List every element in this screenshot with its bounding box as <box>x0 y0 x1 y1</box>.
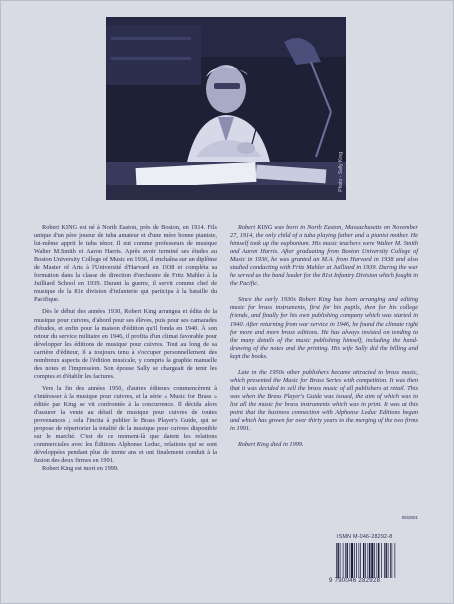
french-paragraph-1: Robert KING est né à North Easton, près de Boston, en 1914. Fils unique d'un père joueur de tuba amateur et d'une mère bonne pianiste, lui-même apprit le tuba ténor. Il eut comme professeurs de musique Walter M.Smith et Aaron Harris. Après avoir terminé ses études au Boston University College of Music en 1936, il enchaîna sur un diplôme de Master of Arts à l'Université d'Harvard en 1938 et compléta sa formation dans la classe de direction d'orchestre de Fritz Mahler à la Juilliard School en 1939. Durant la guerre, il servit comme chef de musique de la 81e division d'infanterie qui participa à la bataille du Pacifique. <box>34 224 217 304</box>
edition-code: 05/2001 <box>401 515 418 520</box>
english-paragraph-4: Robert King died in 1999. <box>238 441 304 449</box>
french-biography <box>34 224 217 477</box>
french-paragraph-3: Vers la fin des années 1950, d'autres éditeurs commencèrent à s'intéresser à la musique pour cuivres, et la série « Music for Brass » éditée par King se vit confrontée à la concurrence. Il décida alors d'assurer la vente au détail de musique pour cuivres de toutes provenances ; cela l'incita à publier le Brass Player's Guide, qui se propose de répertorier la totalité de la musique pour cuivres disponible sur le marché. C'est de ce moment-là que datent les relations commerciales avec les Éditions Alphonse Leduc, relations qui se sont développées pendant plus de trente ans et ont finalement conduit à la fusion des deux firmes en 1991. <box>34 384 217 465</box>
english-biography <box>230 224 418 457</box>
french-paragraph-4: Robert King est mort en 1999. <box>42 465 119 473</box>
english-paragraph-1: Robert KING was born in North Easton, Massachusetts on November 27, 1914, the only child of a tuba playing father and a pianist mother. He himself took up the euphonium. His music teachers were Walter M. Smith and Aaron Harris. After graduating from Boston University College of Music in 1936, he was granted an M.A. from Harvard in 1938 and also studied conducting with Fritz Mahler at Juilliard in 1939. During the war he served as the band leader for the 81st Infantry Division which fought in the Pacific. <box>230 224 419 288</box>
english-paragraph-2: Since the early 1930s Robert King has been arranging and editing music for brass instruments, first for his pupils, then for his college friends, and finally for his own publishing company which was started in 1940. After returning from war service in 1946, he found the climate right for more and more brass editions. He has always insisted on tending to the many details of the music publishing himself, including the hand-drawing of the notes and the printing. His wife Sally did the billing and kept the books. <box>230 296 418 360</box>
portrait-illustration <box>106 17 346 200</box>
portrait-photo <box>106 17 346 200</box>
french-paragraph-2: Dès le début des années 1930, Robert King arrangea et édita de la musique pour cuivres, d'abord pour ses élèves, puis pour ses camarades d'études, et enfin pour la maison d'édition qu'il fonda en 1940. À son retour du service militaire en 1946, il profita d'un climat favorable pour développer les éditions de musique pour cuivres. Tout au long de sa carrière d'éditeur, il a toujours tenu à s'occuper personnellement des nombreux aspects de l'édition musicale, y compris la graphie manuelle des notes et l'impression. Son épouse Sally se chargeait de tenir les comptes et d'établir les factures. <box>34 308 217 380</box>
ismn-number: ISMN M-046-28292-8 <box>337 534 393 540</box>
photo-credit: Photo - Sally King <box>338 152 344 192</box>
barcode-digits: 9 790046 282928 <box>327 578 425 584</box>
english-paragraph-3: Late in the 1950s other publishers became attracted to brass music, which presented the Music for Brass Series with competition. It was then that it was decided to sell the brass music of all publishers at retail. This was when the Brass Player's Guide was issued, the aim of which was to list all the music for brass instruments which was in print. It was at this point that the business connection with Alphonse Leduc Editions began and which has grown for over thirty years to the merging of the two firms in 1991. <box>230 368 418 433</box>
